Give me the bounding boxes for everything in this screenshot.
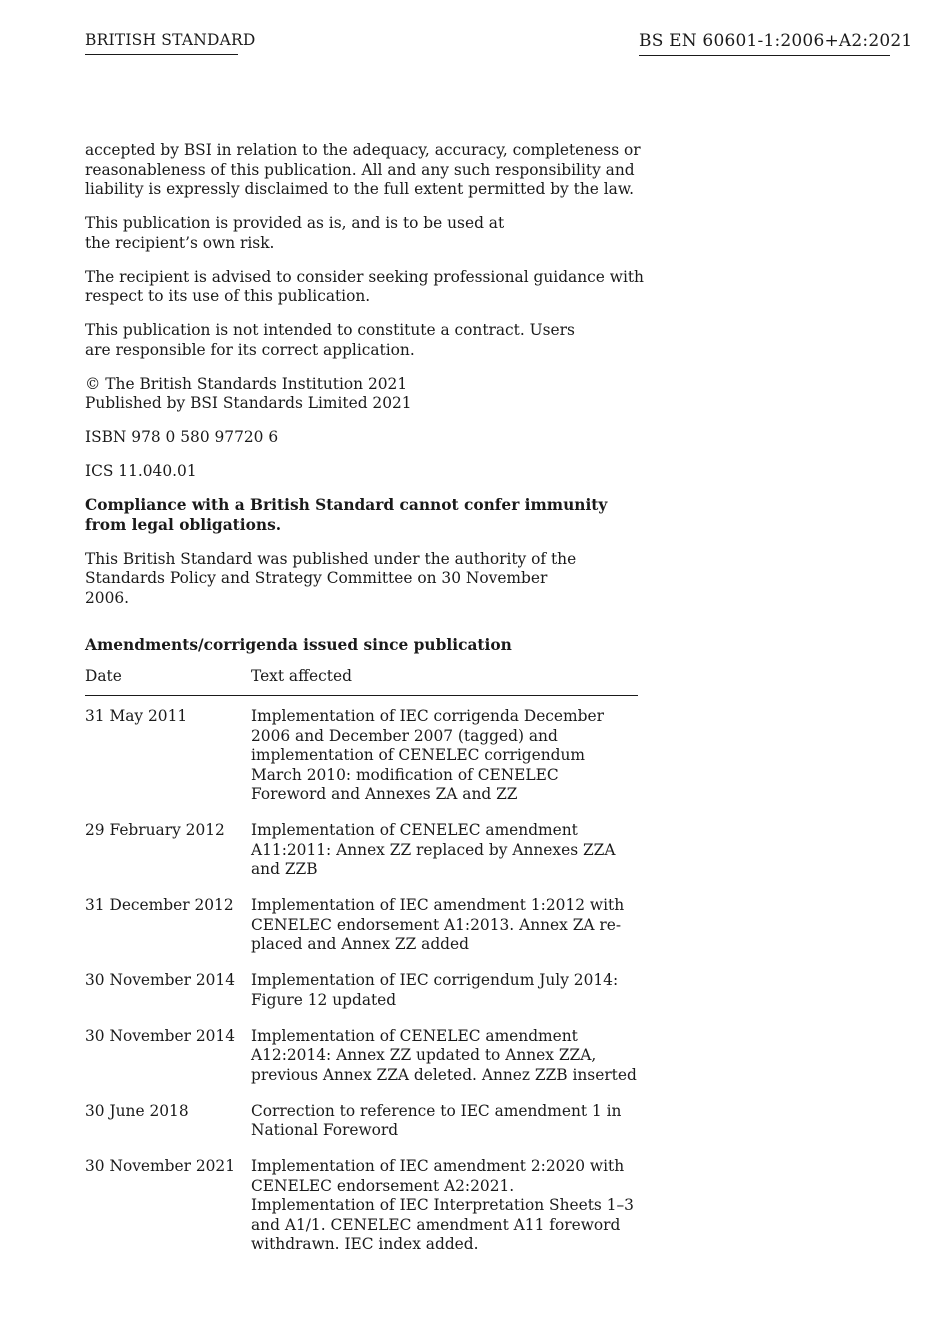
table-row <box>85 1027 638 1102</box>
ics: ICS 11.040.01 <box>85 462 197 480</box>
column-header-text-affected: Text affected <box>251 664 638 696</box>
amendment-date: 30 June 2018 <box>85 1101 189 1120</box>
column-header-date: Date <box>85 664 251 696</box>
amendment-date: 30 November 2021 <box>85 1157 235 1175</box>
compliance-statement: Compliance with a British Standard cannot confer immunity from legal obligations. <box>85 496 608 534</box>
table-row <box>85 896 638 971</box>
amendment-date: 29 February 2012 <box>85 821 225 839</box>
copyright-line: © The British Standards Institution 2021 <box>85 374 408 393</box>
table-row <box>85 821 638 896</box>
isbn: ISBN 978 0 580 97720 6 <box>85 428 279 446</box>
amendment-text: Implementation of IEC amendment 1:2012 with CENELEC endorsement A1:2013. Annex ZA replaced and Annex ZZ added <box>251 896 625 953</box>
amendment-date: 31 December 2012 <box>85 896 234 914</box>
published-line: Published by BSI Standards Limited 2021 <box>85 394 412 412</box>
amendment-text: Implementation of IEC amendment 2:2020 with CENELEC endorsement A2:2021. Implementation of IEC Interpretation Sheets 1–3 and A1/1. CENELEC amendment A11 foreword withdrawn. IEC index added. <box>251 1157 634 1253</box>
document-body <box>85 141 645 1271</box>
amendment-text: Implementation of CENELEC amendment A11:2011: Annex ZZ replaced by Annexes ZZA and ZZB <box>251 821 616 878</box>
risk-paragraph: This publication is provided as is, and is to be used at the recipient’s own risk. <box>85 214 505 252</box>
copyright-block <box>85 375 645 414</box>
header-standard-number: BS EN 60601-1:2006+A2:2021 <box>639 31 890 56</box>
amendment-date: 31 May 2011 <box>85 707 188 725</box>
disclaimer-paragraph: accepted by BSI in relation to the adequacy, accuracy, completeness or reasonableness of this publication. All and any such responsibility and liability is expressly disclaimed to the full extent permitted by the law. <box>85 141 641 198</box>
guidance-paragraph: The recipient is advised to consider seeking professional guidance with respect to its use of this publication. <box>85 267 644 305</box>
table-row <box>85 971 638 1027</box>
amendments-title: Amendments/corrigenda issued since publication <box>85 636 512 654</box>
table-row <box>85 696 638 822</box>
contract-paragraph: This publication is not intended to constitute a contract. Users are responsible for its correct application. <box>85 321 575 359</box>
amendment-text: Implementation of IEC corrigendum July 2014: Figure 12 updated <box>251 971 619 1009</box>
table-row <box>85 1102 638 1158</box>
amendments-table <box>85 664 638 1272</box>
amendment-text: Correction to reference to IEC amendment 1 in National Foreword <box>251 1101 622 1139</box>
authority-paragraph: This British Standard was published under the authority of the Standards Policy and Strategy Committee on 30 November 2006. <box>85 549 577 607</box>
amendment-date: 30 November 2014 <box>85 1026 235 1045</box>
amendment-text: Implementation of IEC corrigenda December 2006 and December 2007 (tagged) and implementation of CENELEC corrigendum March 2010: modification of CENELEC Foreword and Annexes ZA and ZZ <box>251 707 604 803</box>
amendment-text: Implementation of CENELEC amendment A12:2014: Annex ZZ updated to Annex ZZA, previous Annex ZZA deleted. Annez ZZB inserted <box>251 1026 637 1084</box>
table-row <box>85 1157 638 1271</box>
amendment-date: 30 November 2014 <box>85 971 235 989</box>
header-standard-label: BRITISH STANDARD <box>85 31 238 55</box>
amendments-header-row <box>85 664 638 696</box>
